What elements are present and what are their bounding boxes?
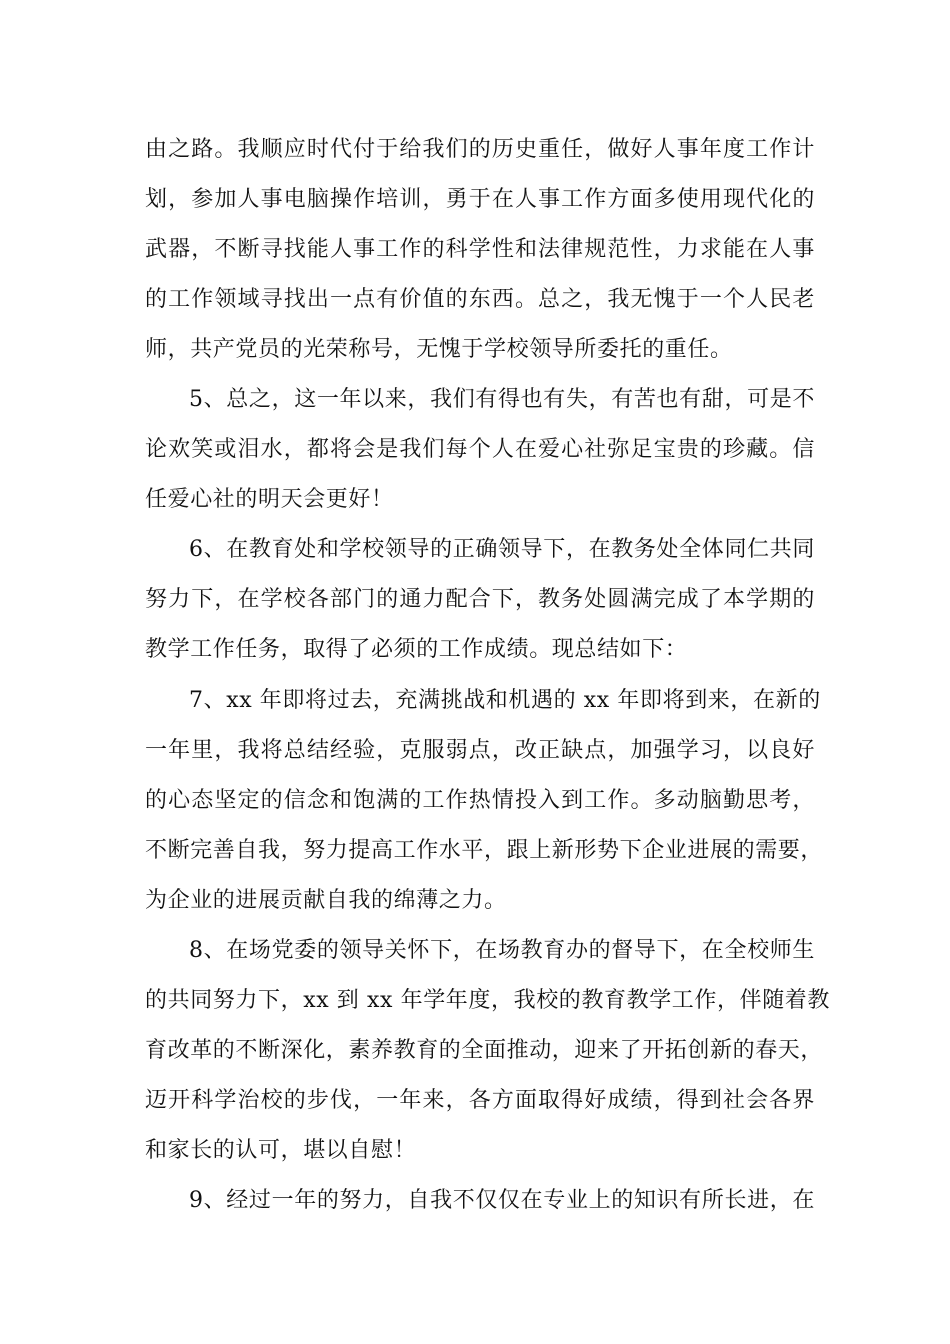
text-line: 和家长的认可，堪以自慰！ [145,1138,417,1163]
paragraph-first-line: 5、总之，这一年以来，我们有得也有失，有苦也有甜，可是不 [189,387,815,412]
text-line: 育改革的不断深化，素养教育的全面推动，迎来了开拓创新的春天， [145,1038,824,1063]
text-line: 努力下，在学校各部门的通力配合下，教务处圆满完成了本学期的 [145,587,815,612]
text-line: 师，共产党员的光荣称号，无愧于学校领导所委托的重任。 [145,337,733,362]
text-line: 的共同努力下，xx 到 xx 年学年度，我校的教育教学工作，伴随着教 [145,988,831,1013]
text-line: 迈开科学治校的步伐，一年来，各方面取得好成绩，得到社会各界 [145,1088,815,1113]
paragraph-first-line: 9、经过一年的努力，自我不仅仅在专业上的知识有所长进，在 [189,1188,815,1213]
text-line: 由之路。我顺应时代付于给我们的历史重任，做好人事年度工作计 [145,137,815,162]
text-line: 论欢笑或泪水，都将会是我们每个人在爱心社弥足宝贵的珍藏。信 [145,437,815,462]
text-line: 教学工作任务，取得了必须的工作成绩。现总结如下： [145,637,688,662]
paragraph-first-line: 7、xx 年即将过去，充满挑战和机遇的 xx 年即将到来，在新的 [189,688,821,713]
paragraph-first-line: 6、在教育处和学校领导的正确领导下，在教务处全体同仁共同 [189,537,815,562]
text-line: 的心态坚定的信念和饱满的工作热情投入到工作。多动脑勤思考， [145,788,815,813]
text-line: 不断完善自我，努力提高工作水平，跟上新形势下企业进展的需要， [145,838,824,863]
paragraph-first-line: 8、在场党委的领导关怀下，在场教育办的督导下，在全校师生 [189,938,815,963]
text-line: 的工作领域寻找出一点有价值的东西。总之，我无愧于一个人民老 [145,287,815,312]
text-line: 任爱心社的明天会更好！ [145,487,394,512]
text-line: 划，参加人事电脑操作培训，勇于在人事工作方面多使用现代化的 [145,187,815,212]
text-line: 为企业的进展贡献自我的绵薄之力。 [145,888,507,913]
text-line: 武器，不断寻找能人事工作的科学性和法律规范性，力求能在人事 [145,237,815,262]
text-line: 一年里，我将总结经验，克服弱点，改正缺点，加强学习，以良好 [145,738,815,763]
